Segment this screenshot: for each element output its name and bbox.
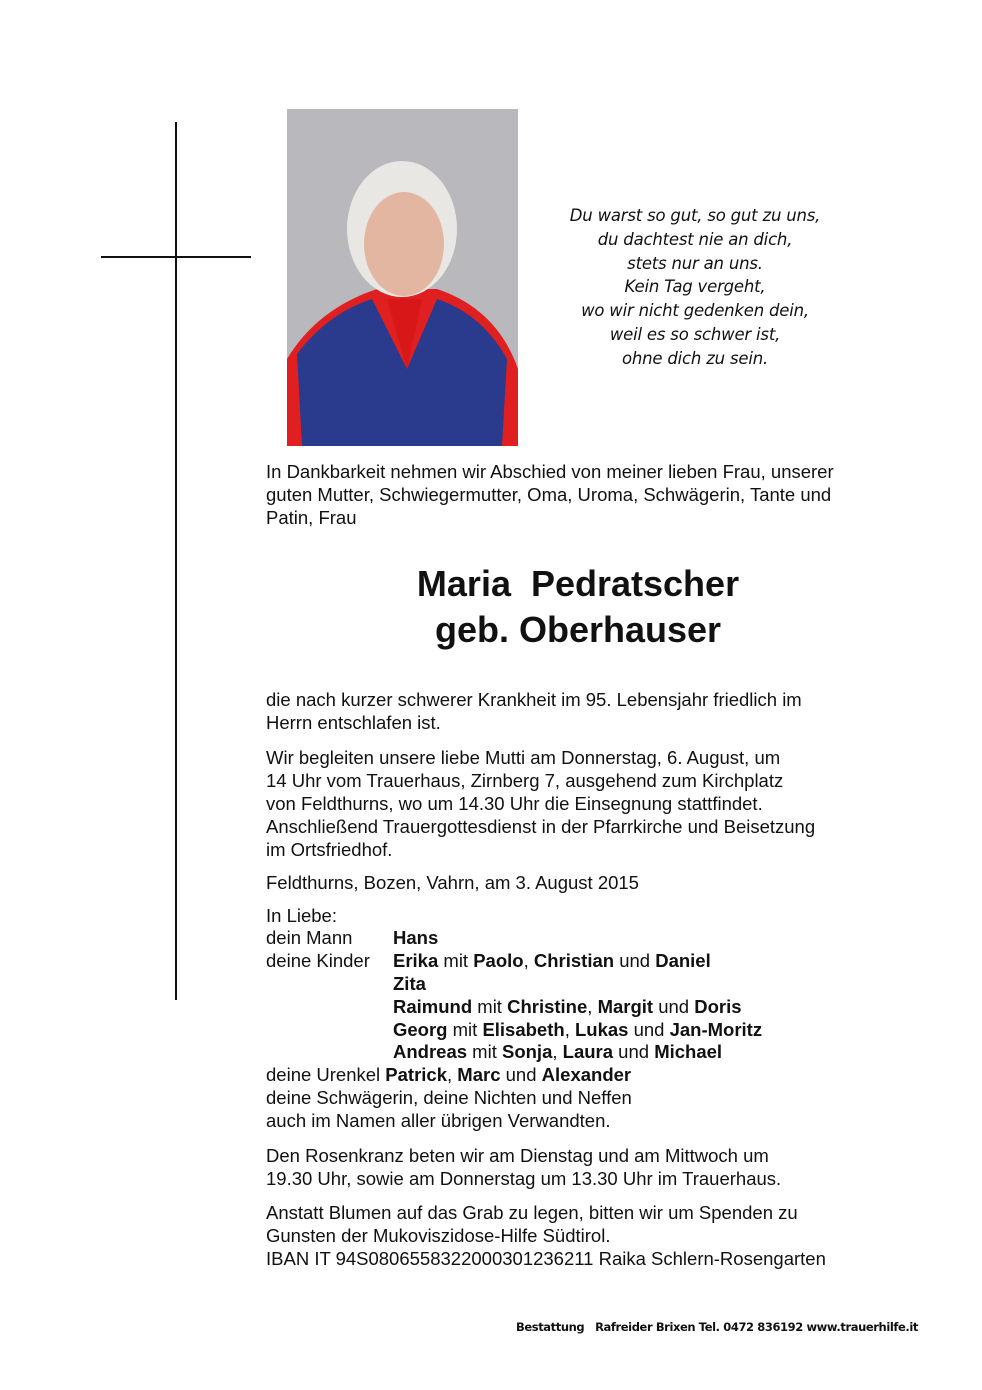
funeral-home-footer: Bestattung Rafreider Brixen Tel. 0472 836192 www.trauerhilfe.it: [516, 1320, 919, 1334]
connector-text: und: [653, 995, 695, 1017]
connector-text: mit: [467, 1041, 502, 1063]
connector-text: ,: [587, 995, 598, 1017]
text-line: Du warst so gut, so gut zu uns,: [569, 206, 821, 225]
connector-text: deine Urenkel: [266, 1064, 386, 1086]
connector-text: ,: [552, 1041, 563, 1063]
person-name: Michael: [654, 1041, 723, 1063]
text-line: guten Mutter, Schwiegermutter, Oma, Uroma, Schwägerin, Tante und: [266, 484, 832, 505]
family-names: [393, 973, 426, 996]
text-line: Anschließend Trauergottesdienst in der Pfarrkirche und Beisetzung: [266, 816, 816, 837]
connector-text: mit: [472, 995, 508, 1017]
donation-paragraph: [266, 1201, 826, 1270]
cross-icon: [175, 122, 177, 1000]
portrait-photo: [287, 109, 518, 446]
text-line: Kein Tag vergeht,: [624, 277, 766, 297]
connector-text: und: [613, 1041, 655, 1063]
connector-text: und: [614, 949, 656, 971]
place-date: Feldthurns, Bozen, Vahrn, am 3. August 2015: [266, 872, 639, 893]
family-names: [266, 1064, 631, 1087]
connector-text: und: [500, 1064, 542, 1086]
person-name: Marc: [457, 1064, 501, 1086]
text-line: die nach kurzer schwerer Krankheit im 95. Lebensjahr friedlich im: [266, 689, 802, 710]
text-line: Gunsten der Mukoviszidose-Hilfe Südtirol.: [266, 1225, 611, 1246]
text-line: 19.30 Uhr, sowie am Donnerstag um 13.30 Uhr im Trauerhaus.: [266, 1168, 782, 1189]
text-line: Herrn entschlafen ist.: [266, 712, 441, 733]
person-name: Patrick: [385, 1064, 448, 1086]
person-name: Hans: [393, 927, 439, 948]
family-names: [393, 927, 438, 950]
person-name: Erika: [393, 949, 439, 971]
maiden-name: geb. Oberhauser: [434, 609, 722, 650]
person-name: Christian: [533, 949, 615, 971]
text-line: stets nur an uns.: [627, 253, 763, 273]
family-names: [393, 950, 711, 973]
family-names: [393, 1041, 722, 1064]
person-name: Laura: [562, 1041, 614, 1063]
text-line: Patin, Frau: [266, 507, 357, 528]
cross-icon-bar: [101, 256, 251, 258]
text-line: 14 Uhr vom Trauerhaus, Zirnberg 7, ausgehend zum Kirchplatz: [266, 770, 784, 791]
text-line: im Ortsfriedhof.: [266, 839, 393, 860]
intro-paragraph: [266, 460, 834, 529]
person-name: Doris: [694, 995, 742, 1017]
person-name: Raimund: [393, 995, 473, 1017]
in-liebe-label: In Liebe:: [266, 905, 337, 926]
relation-label: deine Kinder: [266, 949, 370, 971]
text-line: Den Rosenkranz beten wir am Dienstag und am Mittwoch um: [266, 1145, 769, 1166]
poem: [540, 204, 850, 371]
person-name: Margit: [597, 995, 654, 1017]
person-name: Lukas: [574, 1018, 629, 1040]
connector-text: ,: [523, 949, 534, 971]
connector-text: mit: [438, 949, 474, 971]
death-paragraph: [266, 688, 802, 734]
family-names: [266, 1087, 632, 1110]
person-name: Georg: [393, 1018, 448, 1040]
text-line: In Dankbarkeit nehmen wir Abschied von meiner lieben Frau, unserer: [266, 461, 834, 482]
connector-text: auch im Namen aller übrigen Verwandten.: [266, 1110, 611, 1132]
person-name: Jan-Moritz: [669, 1018, 763, 1040]
connector-text: deine Schwägerin, deine Nichten und Neffen: [266, 1087, 632, 1109]
text-line: Wir begleiten unsere liebe Mutti am Donnerstag, 6. August, um: [266, 747, 781, 768]
text-line: IBAN IT 94S0806558322000301236211 Raika Schlern-Rosengarten: [266, 1248, 826, 1269]
text-line: Anstatt Blumen auf das Grab zu legen, bitten wir um Spenden zu: [266, 1202, 798, 1223]
person-name: Christine: [507, 995, 588, 1017]
family-names: [393, 1019, 762, 1042]
relation-label: dein Mann: [266, 927, 353, 948]
text-line: wo wir nicht gedenken dein,: [581, 301, 809, 321]
connector-text: und: [628, 1018, 670, 1040]
person-name: Sonja: [501, 1041, 553, 1063]
family-names: [266, 1110, 611, 1133]
deceased-name: Maria Pedratscher: [416, 563, 740, 604]
person-name: Alexander: [541, 1064, 632, 1086]
person-name: Andreas: [393, 1041, 468, 1063]
person-name: Elisabeth: [482, 1018, 565, 1040]
funeral-paragraph: [266, 746, 815, 861]
person-name: Zita: [393, 972, 426, 994]
rosary-paragraph: [266, 1144, 781, 1190]
family-names: [393, 996, 742, 1019]
person-name: Paolo: [473, 949, 524, 971]
connector-text: ,: [447, 1064, 458, 1086]
text-line: weil es so schwer ist,: [609, 324, 781, 344]
connector-text: mit: [447, 1018, 483, 1040]
connector-text: ,: [564, 1018, 575, 1040]
person-name: Daniel: [655, 949, 711, 971]
text-line: ohne dich zu sein.: [621, 348, 769, 368]
text-line: du dachtest nie an dich,: [597, 229, 793, 249]
text-line: von Feldthurns, wo um 14.30 Uhr die Einsegnung stattfindet.: [266, 793, 763, 814]
